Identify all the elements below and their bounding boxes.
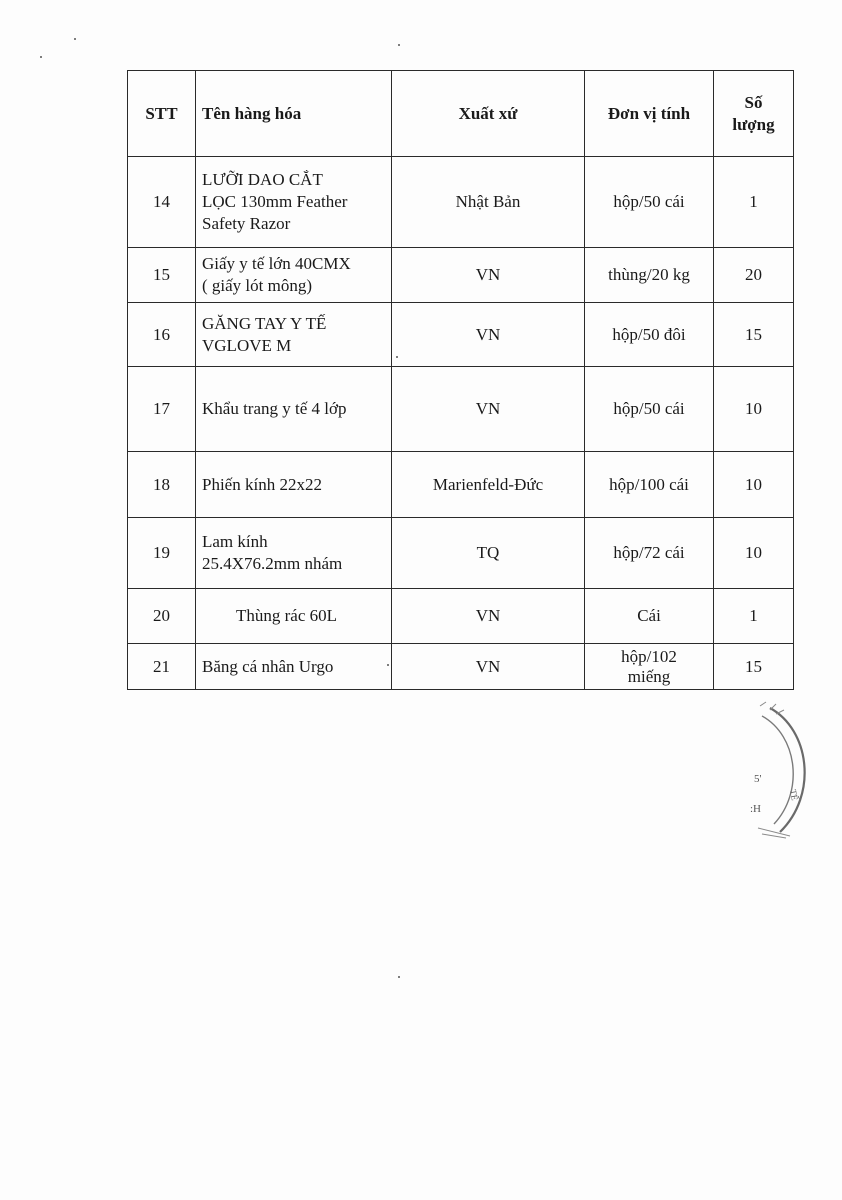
- unit-line: miếng: [627, 666, 671, 686]
- cell-quantity: 10: [714, 367, 794, 452]
- cell-unit: hộp/72 cái: [585, 518, 714, 589]
- header-product-name: Tên hàng hóa: [196, 71, 392, 157]
- scan-speck: [74, 38, 76, 40]
- product-name-line: GĂNG TAY Y TẾ: [202, 313, 327, 333]
- header-stt: STT: [128, 71, 196, 157]
- scan-speck: [398, 44, 400, 46]
- product-name-line: Băng cá nhân Urgo: [202, 656, 334, 676]
- cell-unit: [585, 644, 714, 690]
- cell-quantity: 1: [714, 157, 794, 248]
- product-name-line: 25.4X76.2mm nhám: [202, 554, 343, 573]
- cell-quantity: 15: [714, 644, 794, 690]
- scan-speck: [387, 664, 389, 666]
- cell-origin: VN: [392, 367, 585, 452]
- unit-line: hộp/102: [621, 646, 677, 666]
- header-unit: Đơn vị tính: [585, 71, 714, 157]
- product-name-line: VGLOVE M: [202, 335, 292, 355]
- table-row: [128, 157, 794, 248]
- table-row: [128, 367, 794, 452]
- cell-unit: thùng/20 kg: [585, 248, 714, 303]
- cell-quantity: 20: [714, 248, 794, 303]
- product-name-line: ( giấy lót mông): [202, 276, 313, 295]
- header-quantity-line2: lượng: [732, 114, 775, 134]
- product-name-line: Safety Razor: [202, 214, 291, 233]
- cell-stt: 19: [128, 518, 196, 589]
- cell-unit: hộp/100 cái: [585, 452, 714, 518]
- cell-product-name: [196, 303, 392, 367]
- product-name-line: LỌC 130mm Feather: [202, 192, 348, 211]
- cell-origin: Nhật Bản: [392, 157, 585, 248]
- cell-product-name: [196, 157, 392, 248]
- cell-product-name: [196, 367, 392, 452]
- product-name-line: Thùng rác 60L: [236, 606, 338, 625]
- cell-product-name: [196, 452, 392, 518]
- scan-speck: [398, 976, 400, 978]
- header-origin: Xuất xứ: [392, 71, 585, 157]
- cell-product-name: [196, 589, 392, 644]
- cell-product-name: [196, 248, 392, 303]
- scan-speck: [40, 56, 42, 58]
- cell-product-name: [196, 644, 392, 690]
- cell-quantity: 10: [714, 452, 794, 518]
- cell-quantity: 15: [714, 303, 794, 367]
- goods-table: [127, 70, 794, 690]
- cell-quantity: 10: [714, 518, 794, 589]
- table-header-row: [128, 71, 794, 157]
- cell-stt: 15: [128, 248, 196, 303]
- seal-arc-graphic: [740, 700, 830, 840]
- table-row: [128, 589, 794, 644]
- cell-stt: 14: [128, 157, 196, 248]
- header-quantity-line1: Số: [744, 92, 763, 112]
- cell-origin: TQ: [392, 518, 585, 589]
- cell-quantity: 1: [714, 589, 794, 644]
- cell-origin: VN: [392, 248, 585, 303]
- table-row: [128, 248, 794, 303]
- product-name-line: Lam kính: [202, 532, 268, 551]
- header-quantity: [714, 71, 794, 157]
- cell-unit: hộp/50 đôi: [585, 303, 714, 367]
- cell-origin: VN: [392, 303, 585, 367]
- table-row: [128, 644, 794, 690]
- product-name-line: Phiến kính 22x22: [202, 474, 322, 494]
- seal-fragment-text: TẾ: [788, 788, 800, 802]
- cell-origin: VN: [392, 589, 585, 644]
- table-row: [128, 518, 794, 589]
- cell-stt: 17: [128, 367, 196, 452]
- cell-origin: VN: [392, 644, 585, 690]
- product-name-line: Khẩu trang y tế 4 lớp: [202, 399, 347, 418]
- seal-fragment-text: :H: [750, 803, 761, 815]
- scan-speck: [396, 356, 398, 358]
- cell-product-name: [196, 518, 392, 589]
- cell-stt: 21: [128, 644, 196, 690]
- table-row: [128, 452, 794, 518]
- table-row: [128, 303, 794, 367]
- product-name-line: Giấy y tế lớn 40CMX: [202, 254, 351, 273]
- product-name-line: LƯỠI DAO CẮT: [202, 170, 323, 189]
- table-body: [128, 157, 794, 690]
- cell-stt: 18: [128, 452, 196, 518]
- cell-stt: 16: [128, 303, 196, 367]
- cell-stt: 20: [128, 589, 196, 644]
- cell-unit: hộp/50 cái: [585, 367, 714, 452]
- seal-fragment-text: 5': [754, 773, 762, 785]
- cell-origin: Marienfeld-Đức: [392, 452, 585, 518]
- partial-seal-stamp: [740, 700, 830, 840]
- cell-unit: Cái: [585, 589, 714, 644]
- cell-unit: hộp/50 cái: [585, 157, 714, 248]
